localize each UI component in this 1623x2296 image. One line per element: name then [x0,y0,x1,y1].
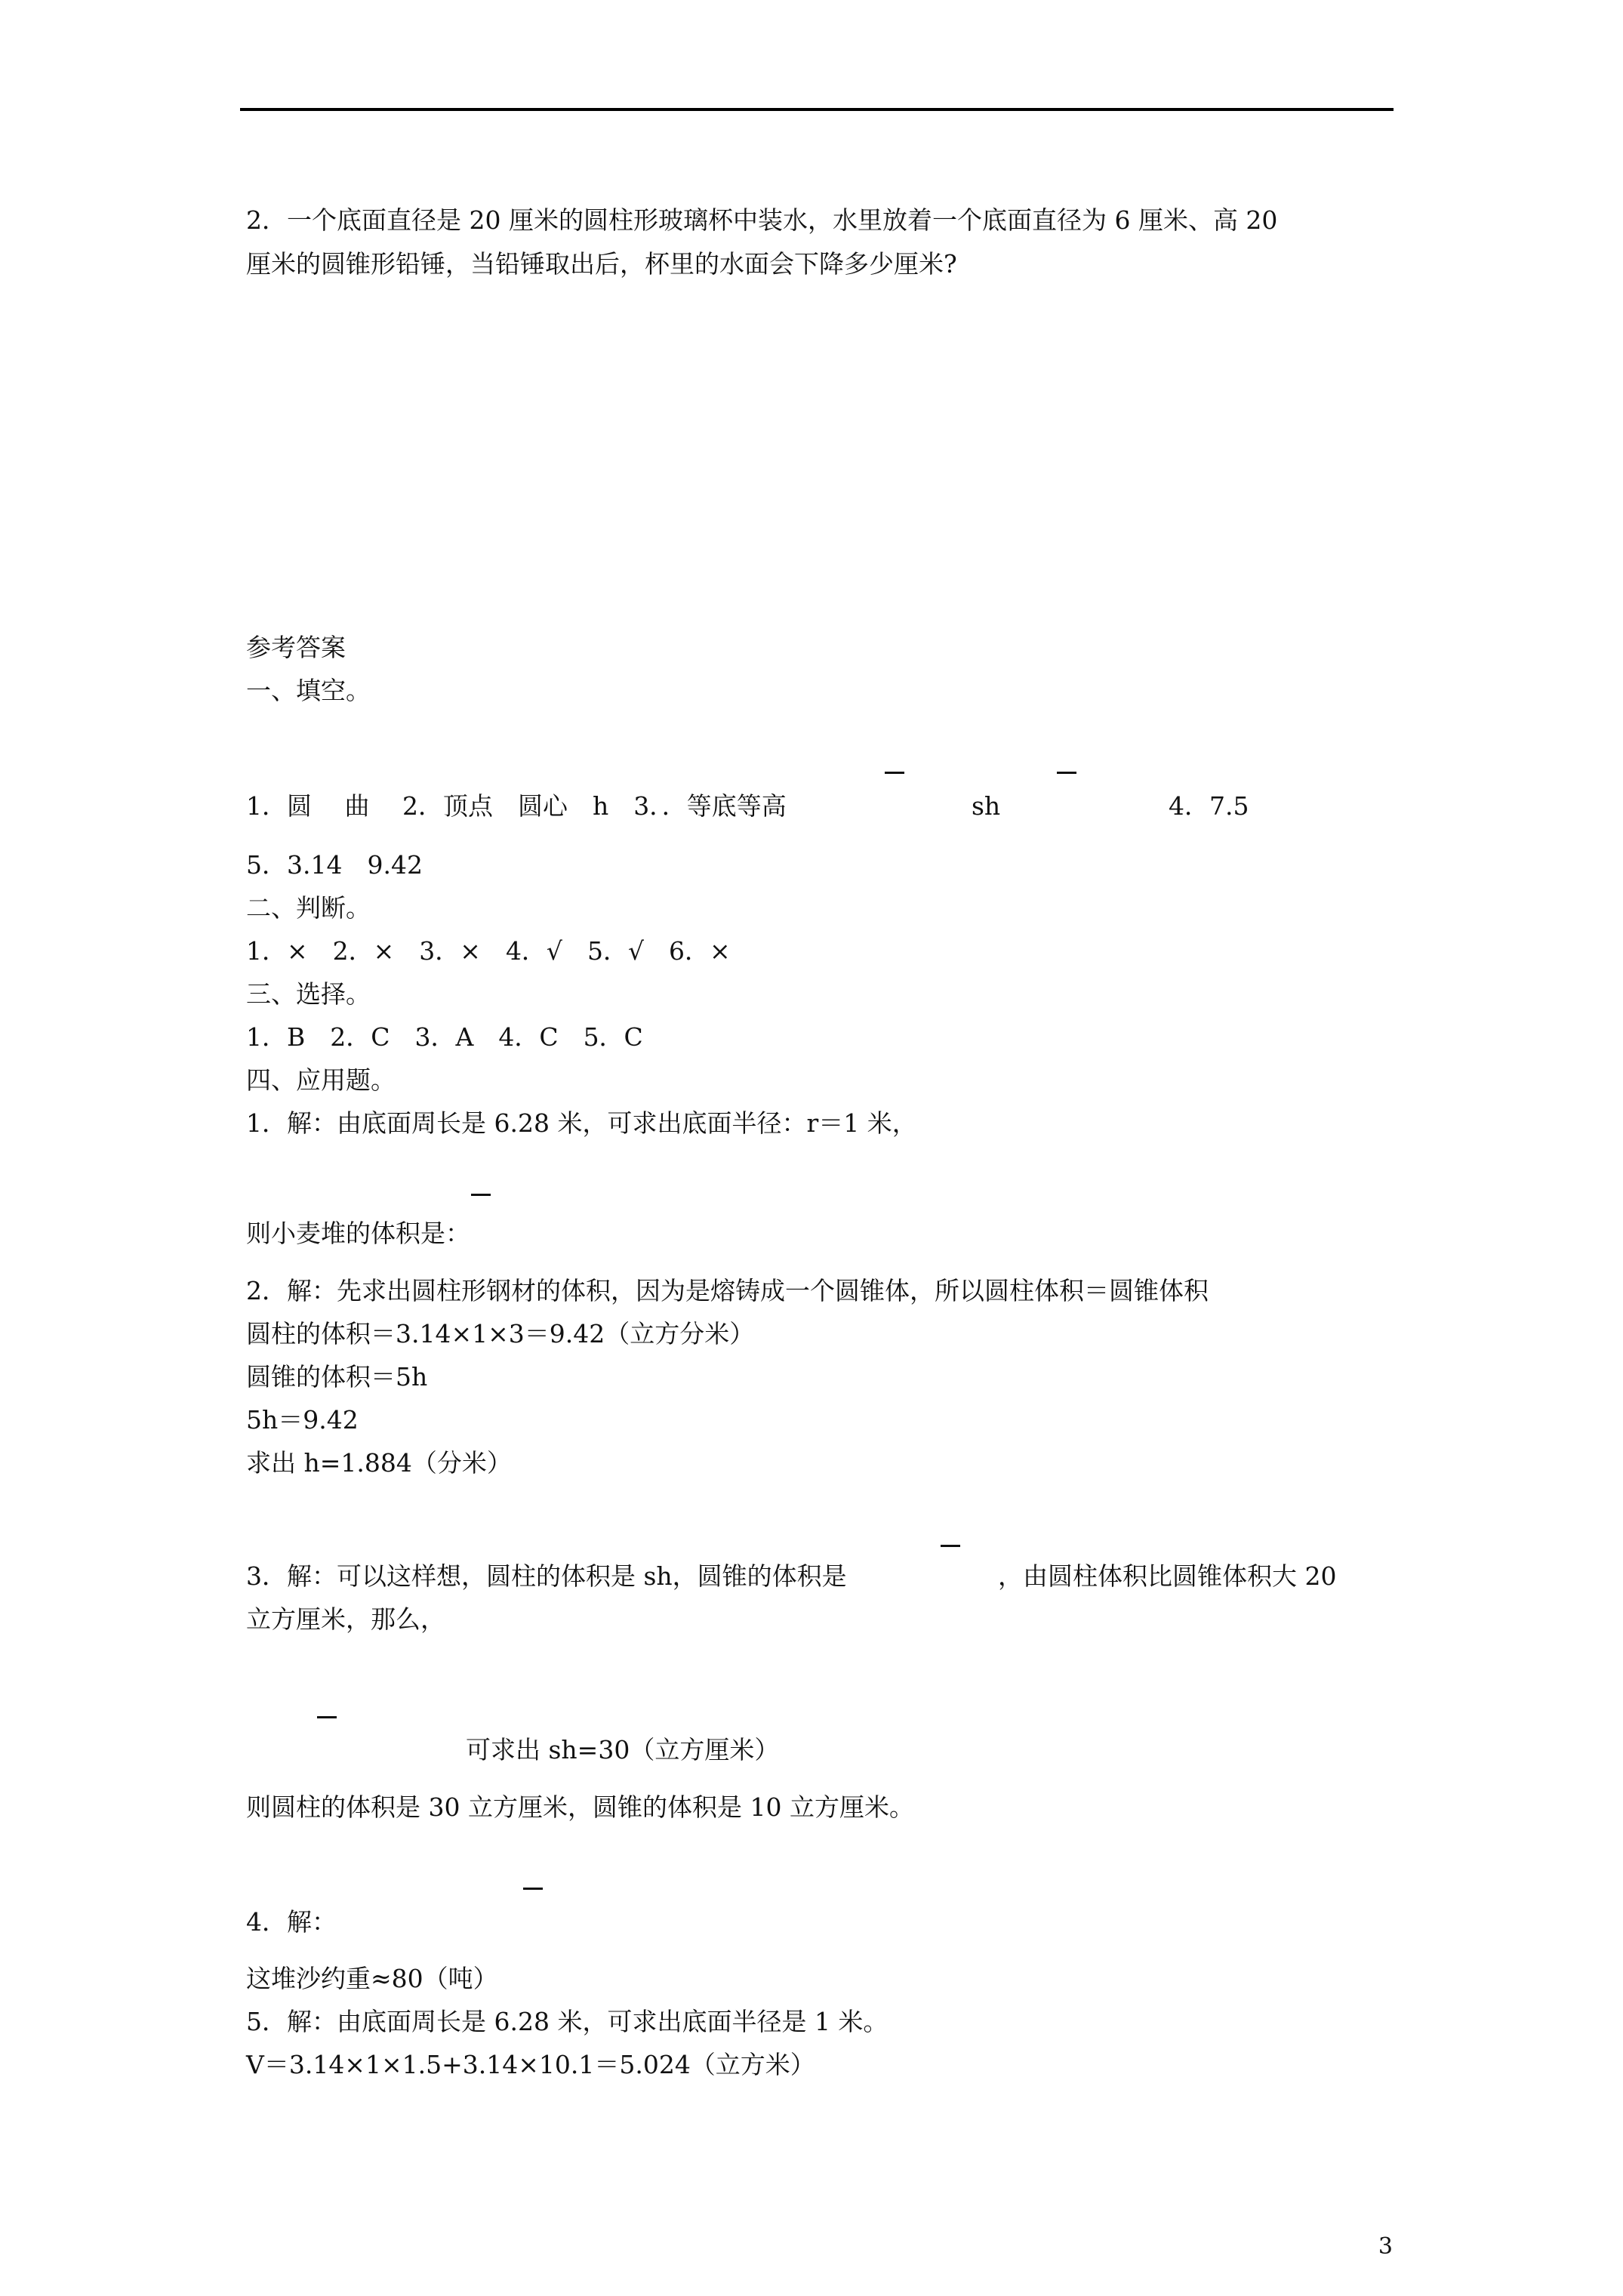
answer-3-line-1a: 3．解：可以这样想，圆柱的体积是 sh，圆锥的体积是 [246,1561,847,1591]
answer-2-line-3: 圆锥的体积＝5h [246,1362,428,1391]
fraction-bar [317,1716,337,1718]
answer-2-line-1: 2．解：先求出圆柱形钢材的体积，因为是熔铸成一个圆锥体，所以圆柱体积＝圆锥体积 [246,1276,1209,1305]
fill-blank-sh: sh [972,791,1001,821]
answer-3-line-2: 立方厘米，那么， [246,1604,445,1634]
answer-5-line-2: V＝3.14×1×1.5+3.14×10.1＝5.024（立方米） [246,2050,815,2079]
fill-blank-answers: 1．圆 曲 2．顶点 圆心 h 3．．等底等高 [246,791,787,821]
answer-3-line-1b: ，由圆柱体积比圆锥体积大 20 [998,1561,1337,1591]
fill-blank-5: 5．3.14 9.42 [246,850,423,880]
answer-2-line-4: 5h＝9.42 [246,1405,359,1435]
answer-3-line-4: 则圆柱的体积是 30 立方厘米，圆锥的体积是 10 立方厘米。 [246,1792,914,1822]
section-3-title: 三、选择。 [246,979,371,1009]
question-2-line-2: 厘米的圆锥形铅锤，当铅锤取出后，杯里的水面会下降多少厘米? [246,249,957,279]
fraction-bar [941,1545,960,1547]
answer-2-line-5: 求出 h=1.884（分米） [246,1448,512,1478]
answer-4-line-1: 4．解： [246,1907,337,1937]
fraction-bar [1057,772,1076,774]
header-rule [240,108,1394,111]
question-2-line-1: 2．一个底面直径是 20 厘米的圆柱形玻璃杯中装水，水里放着一个底面直径为 6 厘米、高 20 [246,205,1278,235]
section-2-title: 二、判断。 [246,893,371,923]
answer-3-line-3: 可求出 sh=30（立方厘米） [466,1735,780,1764]
section-1-title: 一、填空。 [246,676,371,705]
answer-1-line-1: 1．解：由底面周长是 6.28 米，可求出底面半径：r＝1 米， [246,1108,917,1138]
section-4-title: 四、应用题。 [246,1065,396,1095]
fraction-bar [523,1888,543,1890]
answers-heading: 参考答案 [246,633,346,662]
true-false-answers: 1．× 2．× 3．× 4．√ 5．√ 6．× [246,936,731,966]
fraction-bar [471,1194,491,1196]
page-number: 3 [1378,2233,1393,2260]
answer-4-line-2: 这堆沙约重≈80（吨） [246,1964,498,1993]
answer-1-line-2: 则小麦堆的体积是： [246,1219,470,1248]
fill-blank-4: 4．7.5 [1169,791,1249,821]
answer-2-line-2: 圆柱的体积＝3.14×1×3＝9.42（立方分米） [246,1319,755,1348]
fraction-bar [885,772,904,774]
choice-answers: 1．B 2．C 3．A 4．C 5．C [246,1022,643,1052]
answer-5-line-1: 5．解：由底面周长是 6.28 米，可求出底面半径是 1 米。 [246,2007,888,2036]
